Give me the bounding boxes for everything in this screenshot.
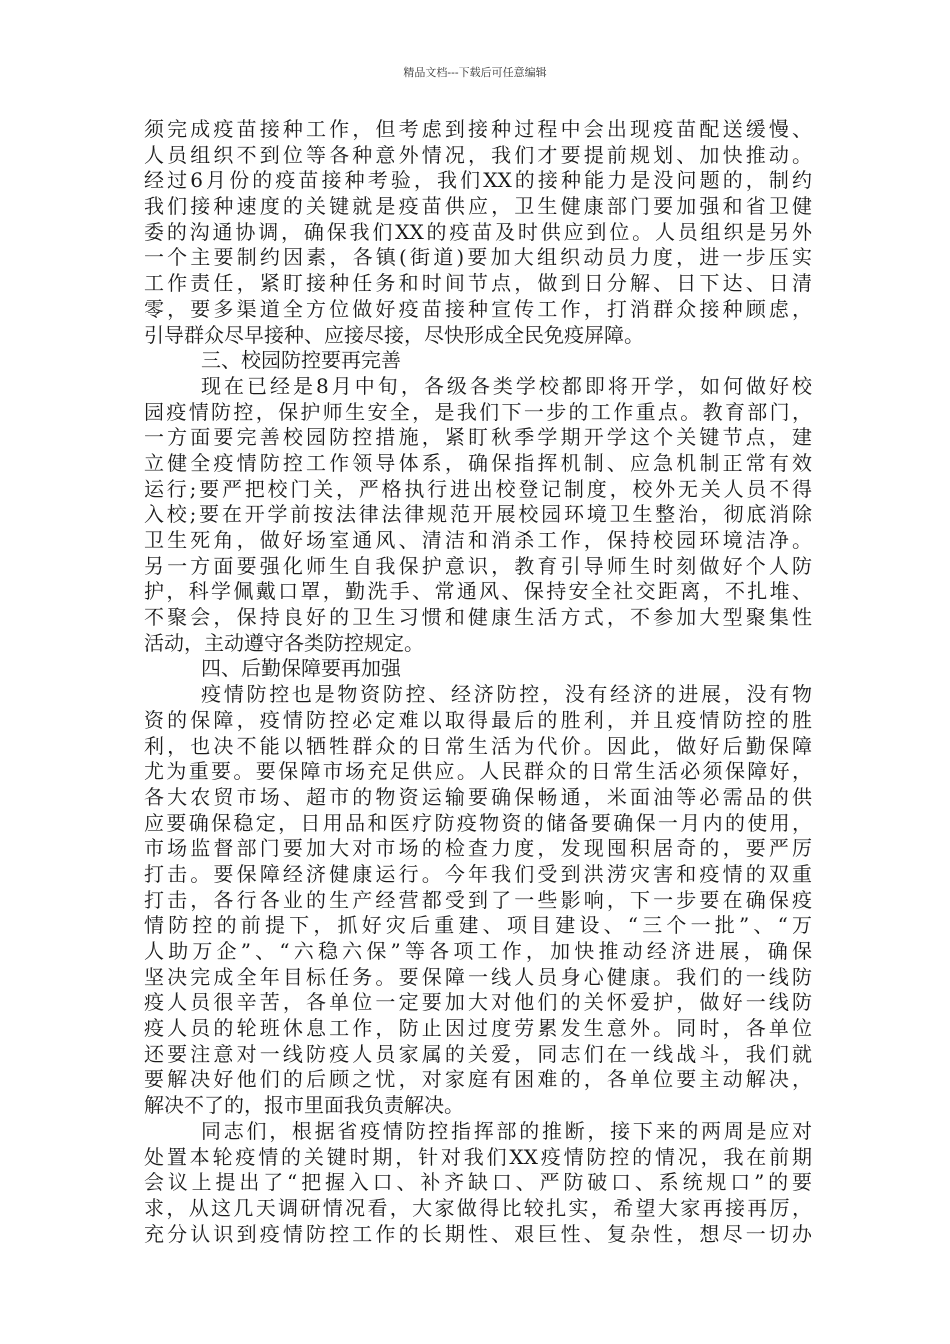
- text-line: 我们接种速度的关键就是疫苗供应，卫生健康部门要加强和省卫健: [144, 194, 812, 219]
- text-line: 工作责任，紧盯接种任务和时间节点，做到日分解、日下达、日清: [144, 271, 812, 296]
- text-line: 四、后勤保障要再加强: [201, 656, 401, 681]
- text-line: 同志们，根据省疫情防控指挥部的推断，接下来的两周是应对: [201, 1118, 812, 1143]
- text-line: 情防控的前提下，抓好灾后重建、项目建设、“三个一批”、“万: [144, 913, 812, 938]
- text-line: 园疫情防控，保护师生安全，是我们下一步的工作重点。教育部门，: [144, 399, 812, 424]
- text-line: 疫情防控也是物资防控、经济防控，没有经济的进展，没有物: [201, 682, 812, 707]
- text-line: 解决不了的，报市里面我负责解决。: [144, 1093, 464, 1118]
- text-line: 须完成疫苗接种工作，但考虑到接种过程中会出现疫苗配送缓慢、: [144, 117, 812, 141]
- text-line: 会议上提出了“把握入口、补齐缺口、严防破口、系统规口”的要: [144, 1170, 812, 1195]
- text-line: 应要确保稳定，日用品和医疗防疫物资的储备要确保一月内的使用，: [144, 810, 812, 835]
- text-line: 利，也决不能以牺牲群众的日常生活为代价。因此，做好后勤保障: [144, 733, 812, 758]
- text-line: 入校;要在开学前按法律法律规范开展校园环境卫生整治，彻底消除: [144, 502, 812, 527]
- text-line: 要解决好他们的后顾之忧，对家庭有困难的，各单位要主动解决，: [144, 1067, 812, 1092]
- text-line: 疫人员很辛苦，各单位一定要加大对他们的关怀爱护，做好一线防: [144, 990, 812, 1015]
- text-line: 经过6月份的疫苗接种考验，我们XX的接种能力是没问题的，制约: [144, 168, 812, 193]
- text-line: 一方面要完善校园防控措施，紧盯秋季学期开学这个关键节点，建: [144, 425, 812, 450]
- text-line: 资的保障，疫情防控必定难以取得最后的胜利，并且疫情防控的胜: [144, 707, 812, 732]
- text-line: 另一方面要强化师生自我保护意识，教育引导师生时刻做好个人防: [144, 553, 812, 578]
- text-line: 尤为重要。要保障市场充足供应。人民群众的日常生活必须保障好，: [144, 759, 812, 784]
- text-line: 充分认识到疫情防控工作的长期性、艰巨性、复杂性，想尽一切办: [144, 1221, 812, 1246]
- text-line: 求，从这几天调研情况看，大家做得比较扎实，希望大家再接再厉，: [144, 1195, 812, 1220]
- text-line: 引导群众尽早接种、应接尽接，尽快形成全民免疫屏障。: [144, 322, 644, 347]
- text-line: 立健全疫情防控工作领导体系，确保指挥机制、应急机制正常有效: [144, 450, 812, 475]
- text-line: 人员组织不到位等各种意外情况，我们才要提前规划、加快推动。: [144, 142, 812, 167]
- text-line: 运行;要严把校门关，严格执行进出校登记制度，校外无关人员不得: [144, 476, 812, 501]
- text-line: 护，科学佩戴口罩，勤洗手、常通风、保持安全社交距离，不扎堆、: [144, 579, 812, 604]
- text-line: 卫生死角，做好场室通风、清洁和消杀工作，保持校园环境洁净。: [144, 528, 812, 552]
- text-line: 现在已经是8月中旬，各级各类学校都即将开学，如何做好校: [201, 373, 812, 398]
- text-line: 三、校园防控要再完善: [201, 348, 401, 373]
- text-line: 零，要多渠道全方位做好疫苗接种宣传工作，打消群众接种顾虑，: [144, 296, 812, 321]
- text-line: 不聚会，保持良好的卫生习惯和健康生活方式，不参加大型聚集性: [144, 605, 812, 630]
- text-line: 一个主要制约因素，各镇(街道)要加大组织动员力度，进一步压实: [144, 245, 812, 270]
- text-line: 还要注意对一线防疫人员家属的关爱，同志们在一线战斗，我们就: [144, 1041, 812, 1066]
- text-line: 各大农贸市场、超市的物资运输要确保畅通，米面油等必需品的供: [144, 784, 812, 809]
- text-line: 疫人员的轮班休息工作，防止因过度劳累发生意外。同时，各单位: [144, 1016, 812, 1041]
- text-line: 坚决完成全年目标任务。要保障一线人员身心健康。我们的一线防: [144, 964, 812, 989]
- text-line: 委的沟通协调，确保我们XX的疫苗及时供应到位。人员组织是另外: [144, 219, 812, 244]
- text-line: 活动，主动遵守各类防控规定。: [144, 630, 424, 655]
- text-line: 处置本轮疫情的关键时期，针对我们XX疫情防控的情况，我在前期: [144, 1144, 812, 1169]
- text-line: 人助万企”、“六稳六保”等各项工作，加快推动经济进展，确保: [144, 939, 812, 963]
- page-header: 精品文档---下载后可任意编辑: [403, 66, 547, 79]
- text-line: 打击，各行各业的生产经营都受到了一些影响，下一步要在确保疫: [144, 887, 812, 912]
- document-body: [144, 117, 812, 1247]
- text-line: 打击。要保障经济健康运行。今年我们受到洪涝灾害和疫情的双重: [144, 861, 812, 886]
- text-line: 市场监督部门要加大对市场的检查力度，发现囤积居奇的，要严厉: [144, 836, 812, 861]
